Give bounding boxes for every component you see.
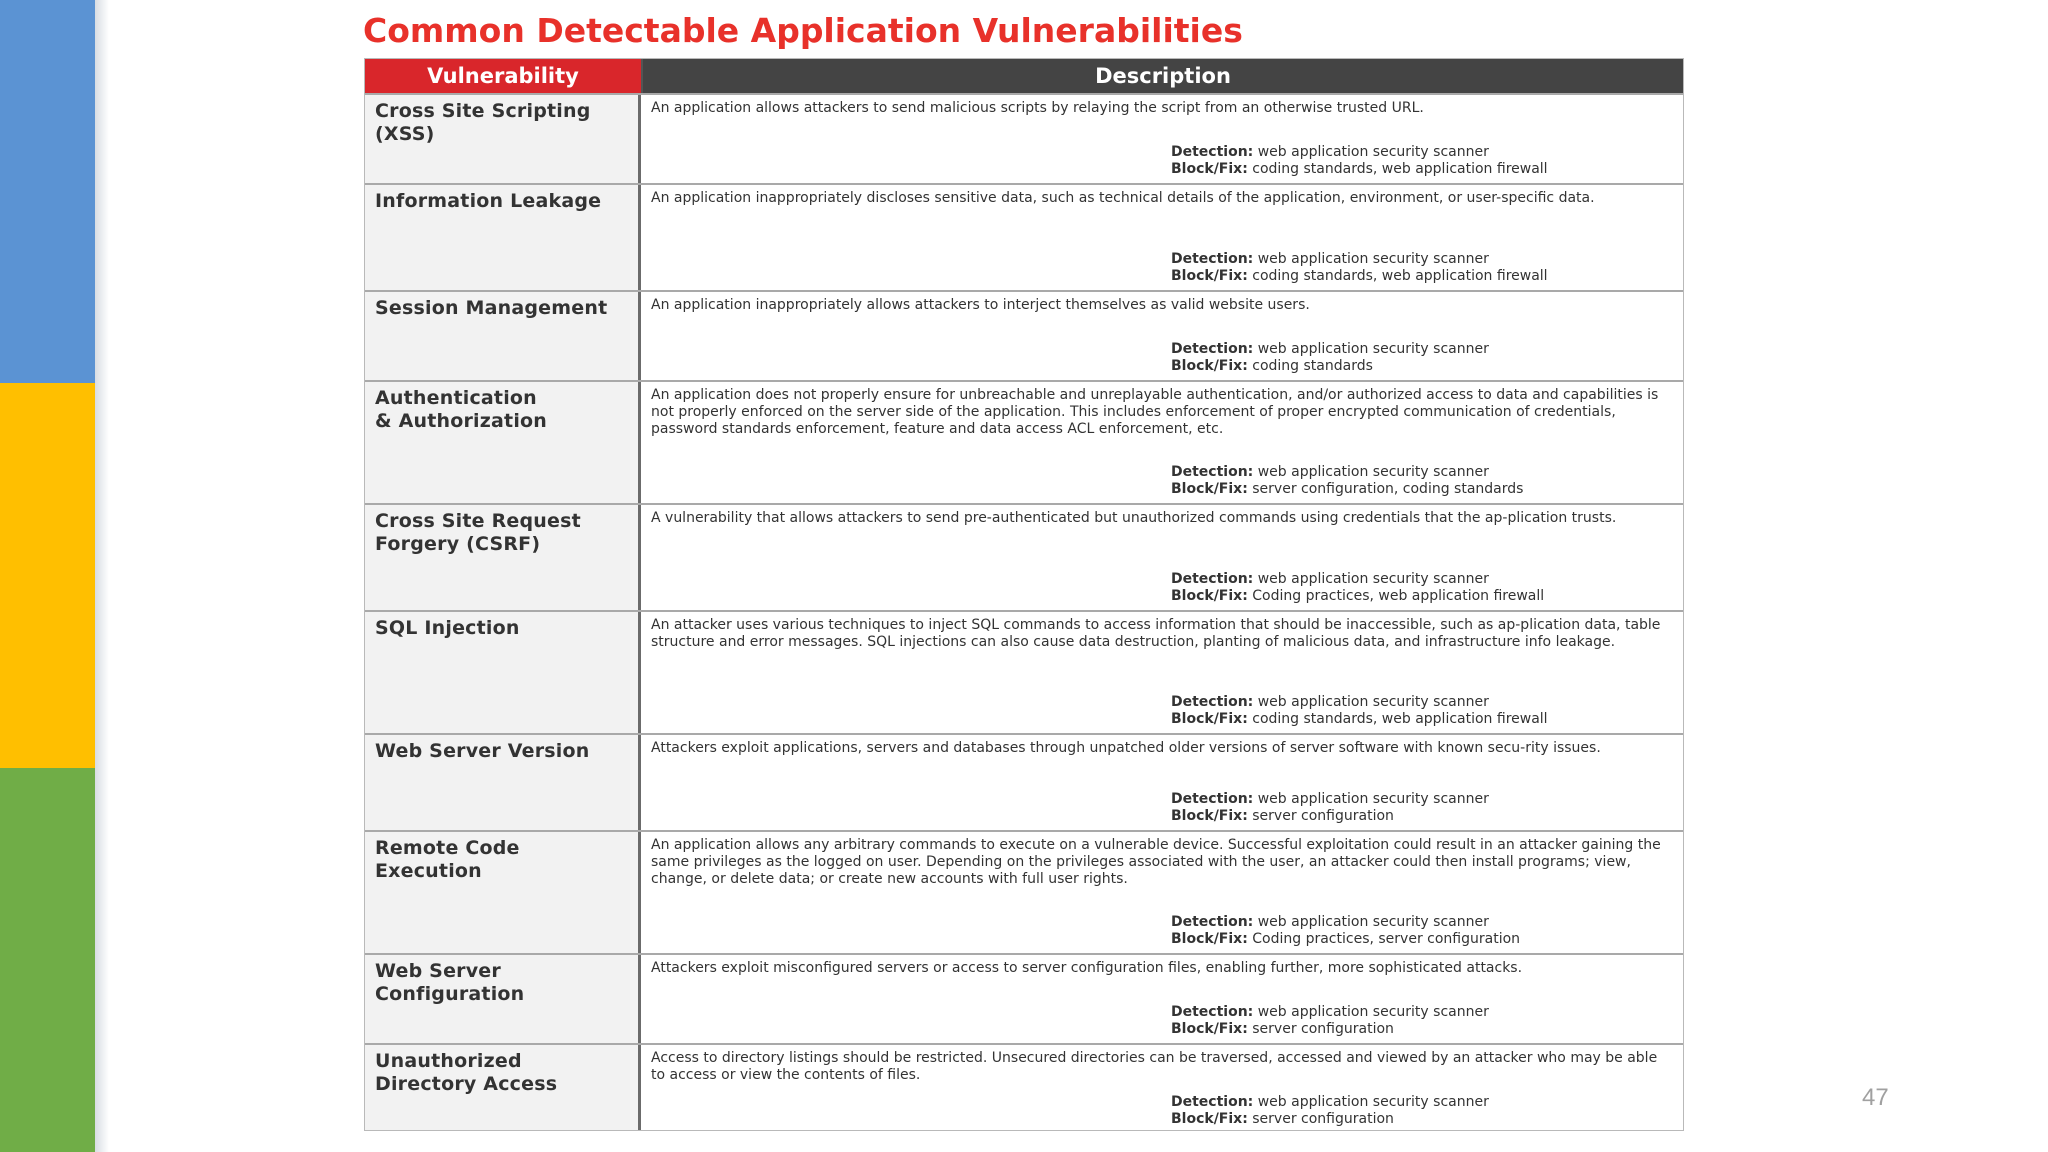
detection-label: Detection: [1171,464,1254,480]
vulnerability-name: Web Server Configuration [365,955,641,1043]
blockfix-value: Coding practices, server configuration [1247,930,1521,947]
detection-label: Detection: [1171,791,1254,807]
blockfix-label: Block/Fix: [1171,1020,1248,1037]
detection-value: web application security scanner [1253,1094,1489,1110]
vulnerability-description-cell [641,735,1683,830]
table-row [365,830,1683,953]
detection-value: web application security scanner [1253,144,1489,160]
blockfix-value: coding standards, web application firewall [1247,160,1548,177]
blockfix-label: Block/Fix: [1171,710,1248,727]
blockfix-value: coding standards, web application firewall [1247,267,1548,284]
vulnerability-name: Authentication & Authorization [365,382,641,503]
description-text: An attacker uses various techniques to inject SQL commands to access information that should be inaccessible, such as ap-plication data, table structure and error messages. SQL injections can also cause data destruction, planting of malicious data, and infrastructure info leakage. [651,617,1661,650]
detection-block [1171,144,1548,177]
table-row [365,93,1683,183]
blockfix-label: Block/Fix: [1171,480,1248,497]
vulnerability-description-cell [641,505,1683,610]
description-text: An application allows attackers to send malicious scripts by relaying the script from an otherwise trusted URL. [651,100,1424,116]
table-row [365,610,1683,733]
detection-block [1171,791,1489,824]
detection-value: web application security scanner [1253,251,1489,267]
left-bar-blue-segment [0,0,95,383]
detection-value: web application security scanner [1253,791,1489,807]
vulnerability-name: SQL Injection [365,612,641,733]
header-description: Description [643,59,1683,93]
detection-label: Detection: [1171,571,1254,587]
blockfix-label: Block/Fix: [1171,160,1248,177]
table-row [365,183,1683,290]
detection-label: Detection: [1171,144,1254,160]
blockfix-value: server configuration, coding standards [1247,480,1524,497]
detection-block [1171,1094,1489,1127]
description-text: Attackers exploit applications, servers and databases through unpatched older versions of server software with known secu-rity issues. [651,740,1601,756]
table-row [365,1043,1683,1131]
vulnerability-description-cell [641,292,1683,380]
detection-block [1171,1004,1489,1037]
description-text: Access to directory listings should be restricted. Unsecured directories can be traversed, accessed and viewed by an attacker who may be able to access or view the contents of files. [651,1050,1658,1083]
vulnerability-name: Unauthorized Directory Access [365,1045,641,1131]
table-row [365,953,1683,1043]
detection-value: web application security scanner [1253,914,1489,930]
blockfix-label: Block/Fix: [1171,357,1248,374]
description-text: Attackers exploit misconfigured servers or access to server configuration files, enabling further, more sophisticated attacks. [651,960,1523,976]
detection-block [1171,464,1523,497]
page-title: Common Detectable Application Vulnerabilities [363,11,1243,50]
description-text: A vulnerability that allows attackers to send pre-authenticated but unauthorized commands using credentials that the ap-plication trusts. [651,510,1617,526]
blockfix-label: Block/Fix: [1171,1110,1248,1127]
vulnerability-name: Session Management [365,292,641,380]
detection-value: web application security scanner [1253,694,1489,710]
detection-label: Detection: [1171,914,1254,930]
blockfix-value: server configuration [1247,807,1394,824]
blockfix-value: coding standards [1247,357,1373,374]
detection-value: web application security scanner [1253,464,1489,480]
table-row [365,733,1683,830]
blockfix-value: Coding practices, web application firewall [1247,587,1545,604]
detection-block [1171,251,1548,284]
description-text: An application does not properly ensure for unbreachable and unreplayable authentication, and/or authorized access to data and capabilities is not properly enforced on the server side of the application. This includes enforcement of proper encrypted communication of credentials, password standards enforcement, feature and data access ACL enforcement, etc. [651,387,1659,437]
blockfix-label: Block/Fix: [1171,587,1248,604]
vulnerability-description-cell [641,955,1683,1043]
detection-label: Detection: [1171,1094,1254,1110]
blockfix-value: coding standards, web application firewall [1247,710,1548,727]
detection-label: Detection: [1171,1004,1254,1020]
detection-value: web application security scanner [1253,341,1489,357]
description-text: An application inappropriately discloses sensitive data, such as technical details of the application, environment, or user-specific data. [651,190,1595,206]
vulnerability-name: Remote Code Execution [365,832,641,953]
table-row [365,380,1683,503]
vulnerability-name: Information Leakage [365,185,641,290]
detection-value: web application security scanner [1253,1004,1489,1020]
detection-value: web application security scanner [1253,571,1489,587]
vulnerability-description-cell [641,612,1683,733]
table-row [365,503,1683,610]
vulnerability-name: Cross Site Request Forgery (CSRF) [365,505,641,610]
detection-label: Detection: [1171,694,1254,710]
header-vulnerability: Vulnerability [365,59,643,93]
page-number: 47 [1862,1084,1889,1111]
description-text: An application inappropriately allows attackers to interject themselves as valid website users. [651,297,1310,313]
detection-label: Detection: [1171,251,1254,267]
blockfix-value: server configuration [1247,1020,1394,1037]
left-bar-yellow-segment [0,383,95,768]
detection-block [1171,341,1489,374]
description-text: An application allows any arbitrary commands to execute on a vulnerable device. Successful exploitation could result in an attacker gaining the same privileges as the logged on user. Depending on the privileges associated with the user, an attacker could then install programs; view, change, or delete data; or create new accounts with full user rights. [651,837,1661,887]
left-bar-shadow [95,0,109,1152]
vulnerability-description-cell [641,1045,1683,1131]
detection-block [1171,914,1520,947]
vulnerability-name: Cross Site Scripting (XSS) [365,95,641,183]
vulnerability-description-cell [641,95,1683,183]
vulnerability-description-cell [641,832,1683,953]
vulnerability-name: Web Server Version [365,735,641,830]
blockfix-label: Block/Fix: [1171,930,1248,947]
left-bar-green-segment [0,768,95,1152]
detection-block [1171,694,1548,727]
blockfix-label: Block/Fix: [1171,267,1248,284]
table-row [365,290,1683,380]
vulnerability-description-cell [641,185,1683,290]
left-color-bar [0,0,95,1152]
vulnerability-description-cell [641,382,1683,503]
detection-block [1171,571,1544,604]
blockfix-value: server configuration [1247,1110,1394,1127]
detection-label: Detection: [1171,341,1254,357]
vulnerability-table [364,58,1684,1131]
blockfix-label: Block/Fix: [1171,807,1248,824]
table-header-row [365,59,1683,93]
